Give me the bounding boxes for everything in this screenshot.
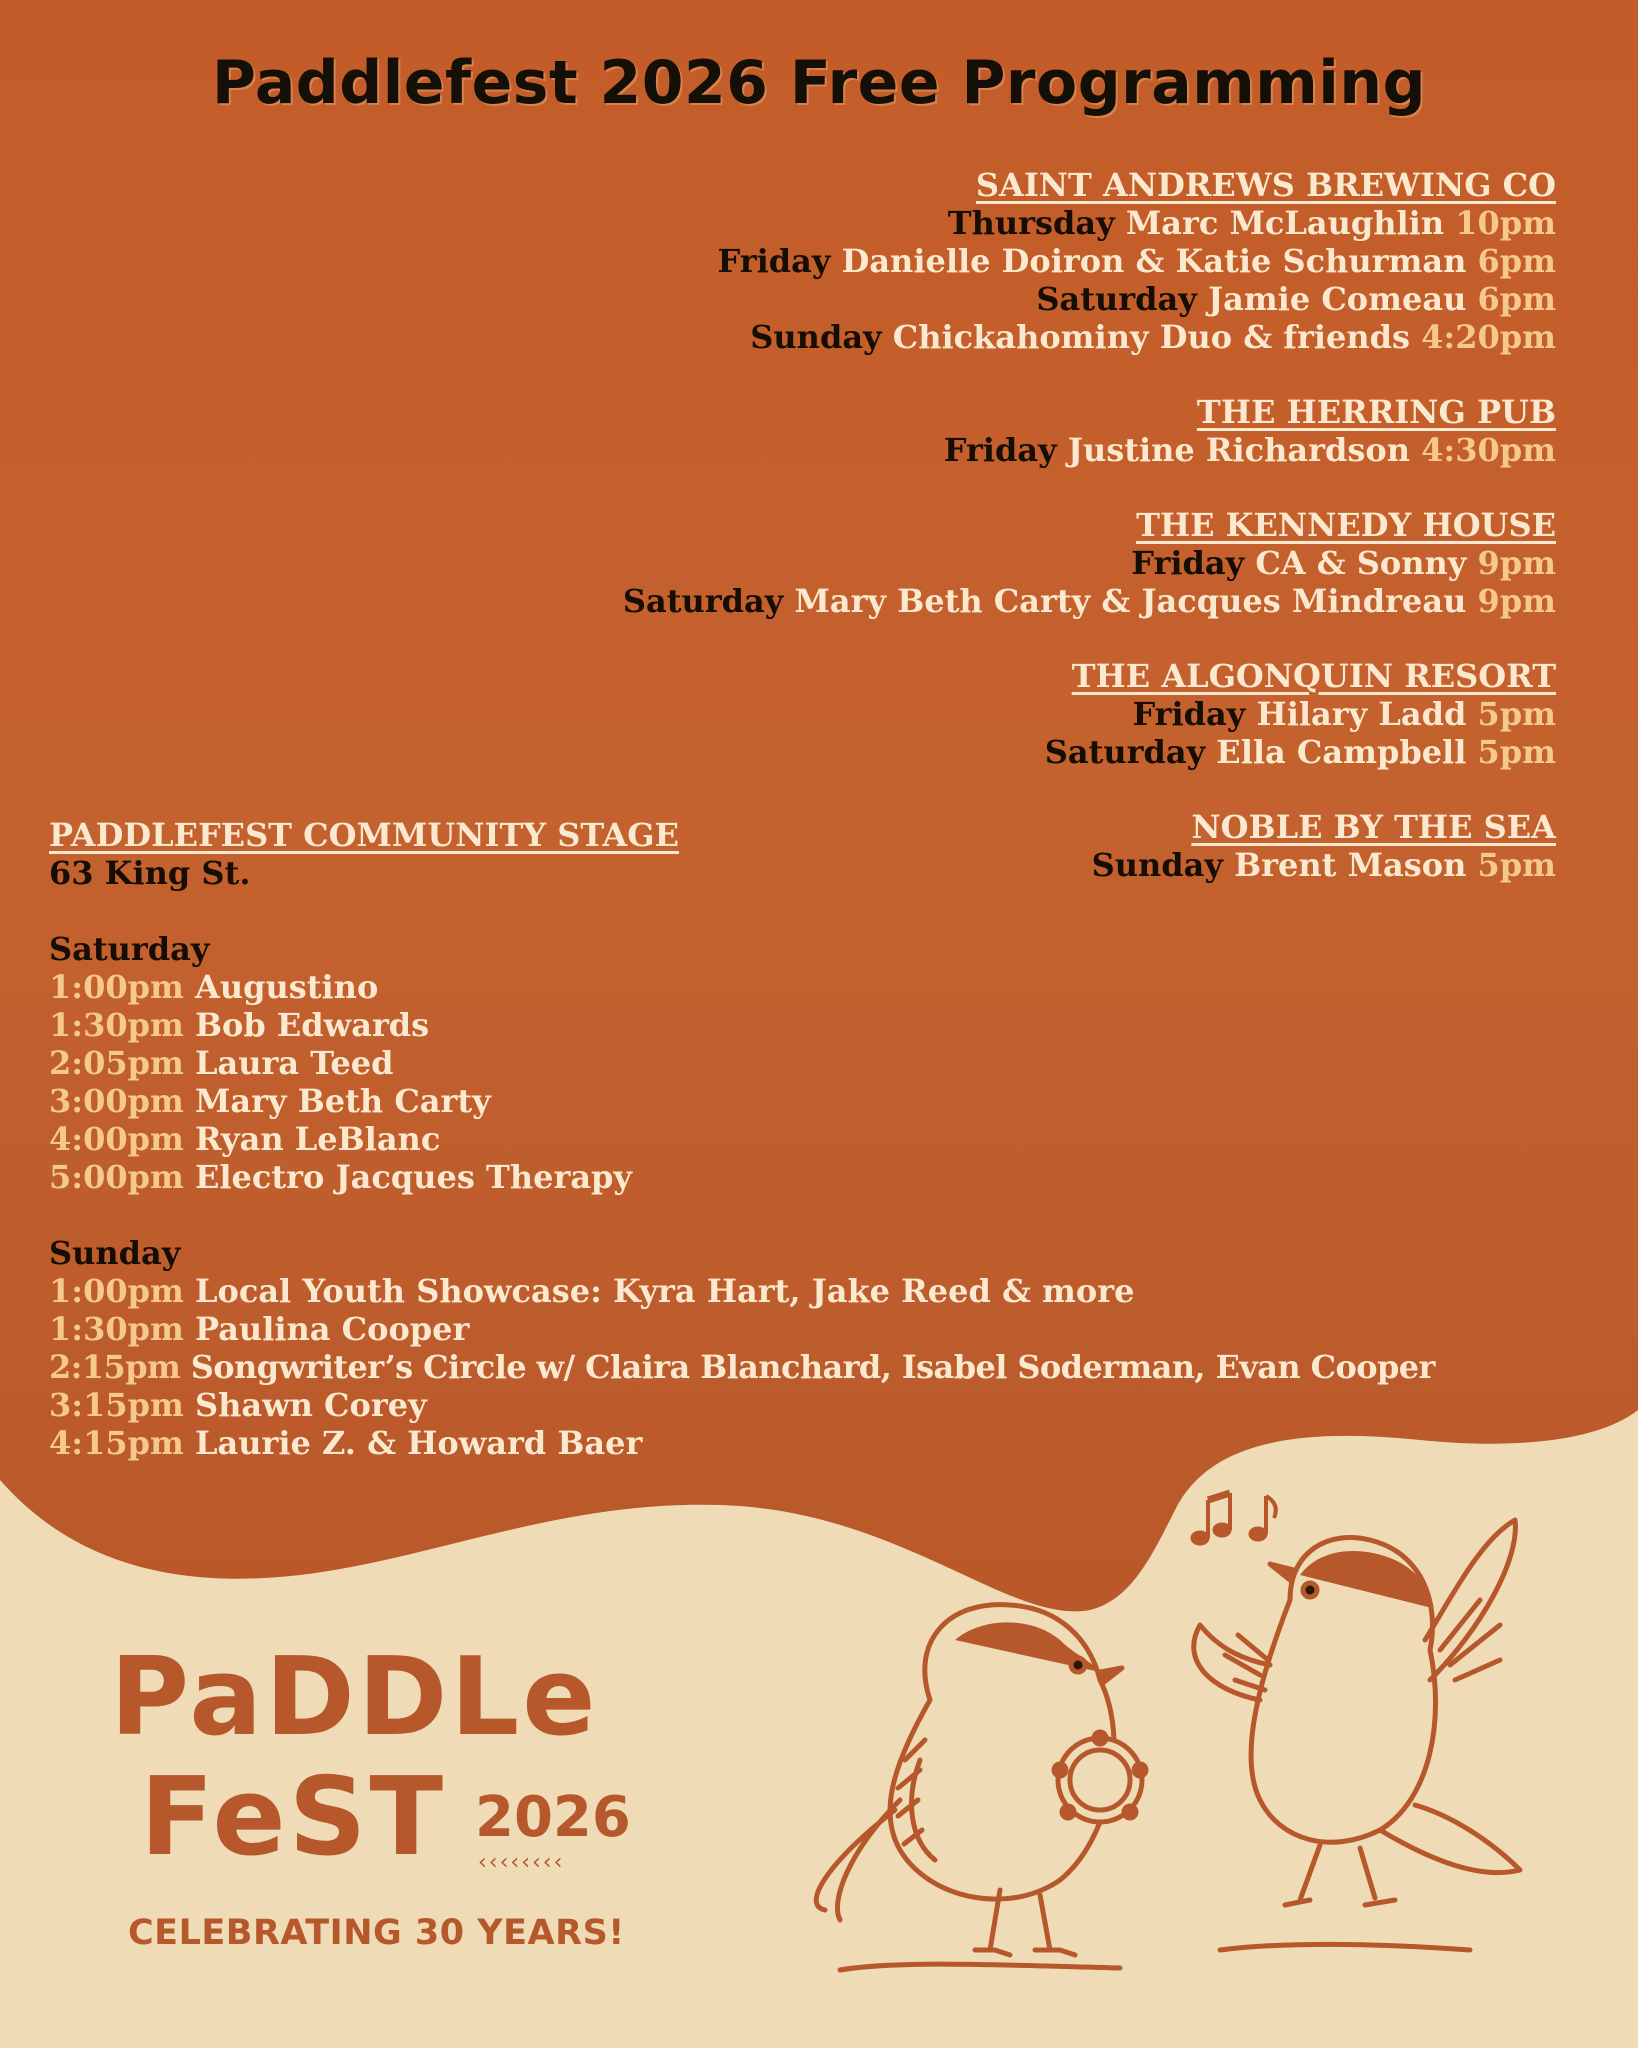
- show-artist: CA & Sonny: [1255, 544, 1467, 582]
- show-day: Friday: [1132, 695, 1246, 733]
- show-time: 10pm: [1455, 204, 1556, 242]
- show-artist: Chickahominy Duo & friends: [892, 318, 1411, 356]
- show-day: Friday: [1131, 544, 1245, 582]
- slot-time: 4:15pm: [49, 1424, 184, 1462]
- slot-time: 2:05pm: [49, 1044, 184, 1082]
- slot-artist: Electro Jacques Therapy: [194, 1158, 633, 1196]
- show-time: 6pm: [1477, 280, 1556, 318]
- venue-name: THE KENNEDY HOUSE: [1136, 506, 1556, 544]
- slot-artist: Shawn Corey: [194, 1386, 427, 1424]
- venue-name: THE ALGONQUIN RESORT: [1071, 657, 1556, 695]
- slot-time: 1:00pm: [49, 1272, 184, 1310]
- show-time: 5pm: [1477, 846, 1556, 884]
- show-artist: Ella Campbell: [1216, 733, 1467, 771]
- slot-artist: Augustino: [194, 968, 379, 1006]
- logo-line-1: PaDDLe: [110, 1635, 599, 1760]
- slot-artist: Bob Edwards: [194, 1006, 430, 1044]
- chickadee-with-tambourine-icon: [816, 1605, 1146, 1970]
- show-day: Friday: [717, 242, 831, 280]
- show-time: 9pm: [1477, 582, 1556, 620]
- slot-artist: Paulina Cooper: [194, 1310, 470, 1348]
- show-time: 5pm: [1477, 733, 1556, 771]
- page-title: Paddlefest 2026 Free Programming: [211, 48, 1427, 118]
- slot-time: 1:30pm: [49, 1310, 184, 1348]
- show-time: 5pm: [1477, 695, 1556, 733]
- show-day: Thursday: [947, 204, 1115, 242]
- logo-year: 2026: [475, 1785, 631, 1850]
- slot-artist: Songwriter’s Circle w/ Claira Blanchard, Isabel Soderman, Evan Cooper: [190, 1348, 1435, 1386]
- show-day: Sunday: [1091, 846, 1223, 884]
- stage-day-heading: Saturday: [49, 930, 210, 968]
- logo-line-2: FeST: [140, 1755, 447, 1880]
- slot-artist: Ryan LeBlanc: [194, 1120, 441, 1158]
- slot-time: 3:00pm: [49, 1082, 184, 1120]
- logo-tagline: CELEBRATING 30 YEARS!: [128, 1913, 625, 1953]
- show-day: Saturday: [622, 582, 784, 620]
- show-day: Saturday: [1044, 733, 1206, 771]
- show-time: 4:20pm: [1421, 318, 1556, 356]
- show-artist: Brent Mason: [1234, 846, 1467, 884]
- slot-time: 5:00pm: [49, 1158, 184, 1196]
- slot-artist: Local Youth Showcase: Kyra Hart, Jake Reed & more: [194, 1272, 1135, 1310]
- singing-chickadee-icon: [1194, 1520, 1520, 1950]
- slot-artist: Mary Beth Carty: [194, 1082, 491, 1120]
- stage-day-heading: Sunday: [49, 1234, 181, 1272]
- stage-name: PADDLEFEST COMMUNITY STAGE: [49, 816, 679, 854]
- venue-name: SAINT ANDREWS BREWING CO: [975, 166, 1556, 204]
- slot-artist: Laura Teed: [194, 1044, 394, 1082]
- slot-time: 2:15pm: [49, 1348, 181, 1386]
- slot-artist: Laurie Z. & Howard Baer: [194, 1424, 643, 1462]
- show-artist: Marc McLaughlin: [1125, 204, 1445, 242]
- show-day: Sunday: [750, 318, 882, 356]
- show-time: 4:30pm: [1421, 431, 1556, 469]
- music-notes-icon: [1191, 1493, 1276, 1545]
- chevrons-decoration: ‹‹‹‹‹‹‹‹: [478, 1850, 565, 1875]
- slot-time: 1:00pm: [49, 968, 184, 1006]
- slot-time: 1:30pm: [49, 1006, 184, 1044]
- stage-address: 63 King St.: [49, 854, 251, 892]
- show-day: Saturday: [1036, 280, 1197, 318]
- show-artist: Justine Richardson: [1067, 431, 1411, 469]
- show-artist: Danielle Doiron & Katie Schurman: [841, 242, 1467, 280]
- venue-name: NOBLE BY THE SEA: [1191, 808, 1556, 846]
- show-time: 6pm: [1477, 242, 1556, 280]
- slot-time: 3:15pm: [49, 1386, 184, 1424]
- show-artist: Mary Beth Carty & Jacques Mindreau: [794, 582, 1467, 620]
- slot-time: 4:00pm: [49, 1120, 184, 1158]
- show-artist: Hilary Ladd: [1256, 695, 1467, 733]
- show-artist: Jamie Comeau: [1207, 280, 1467, 318]
- show-day: Friday: [943, 431, 1057, 469]
- show-time: 9pm: [1477, 544, 1556, 582]
- venue-name: THE HERRING PUB: [1196, 393, 1556, 431]
